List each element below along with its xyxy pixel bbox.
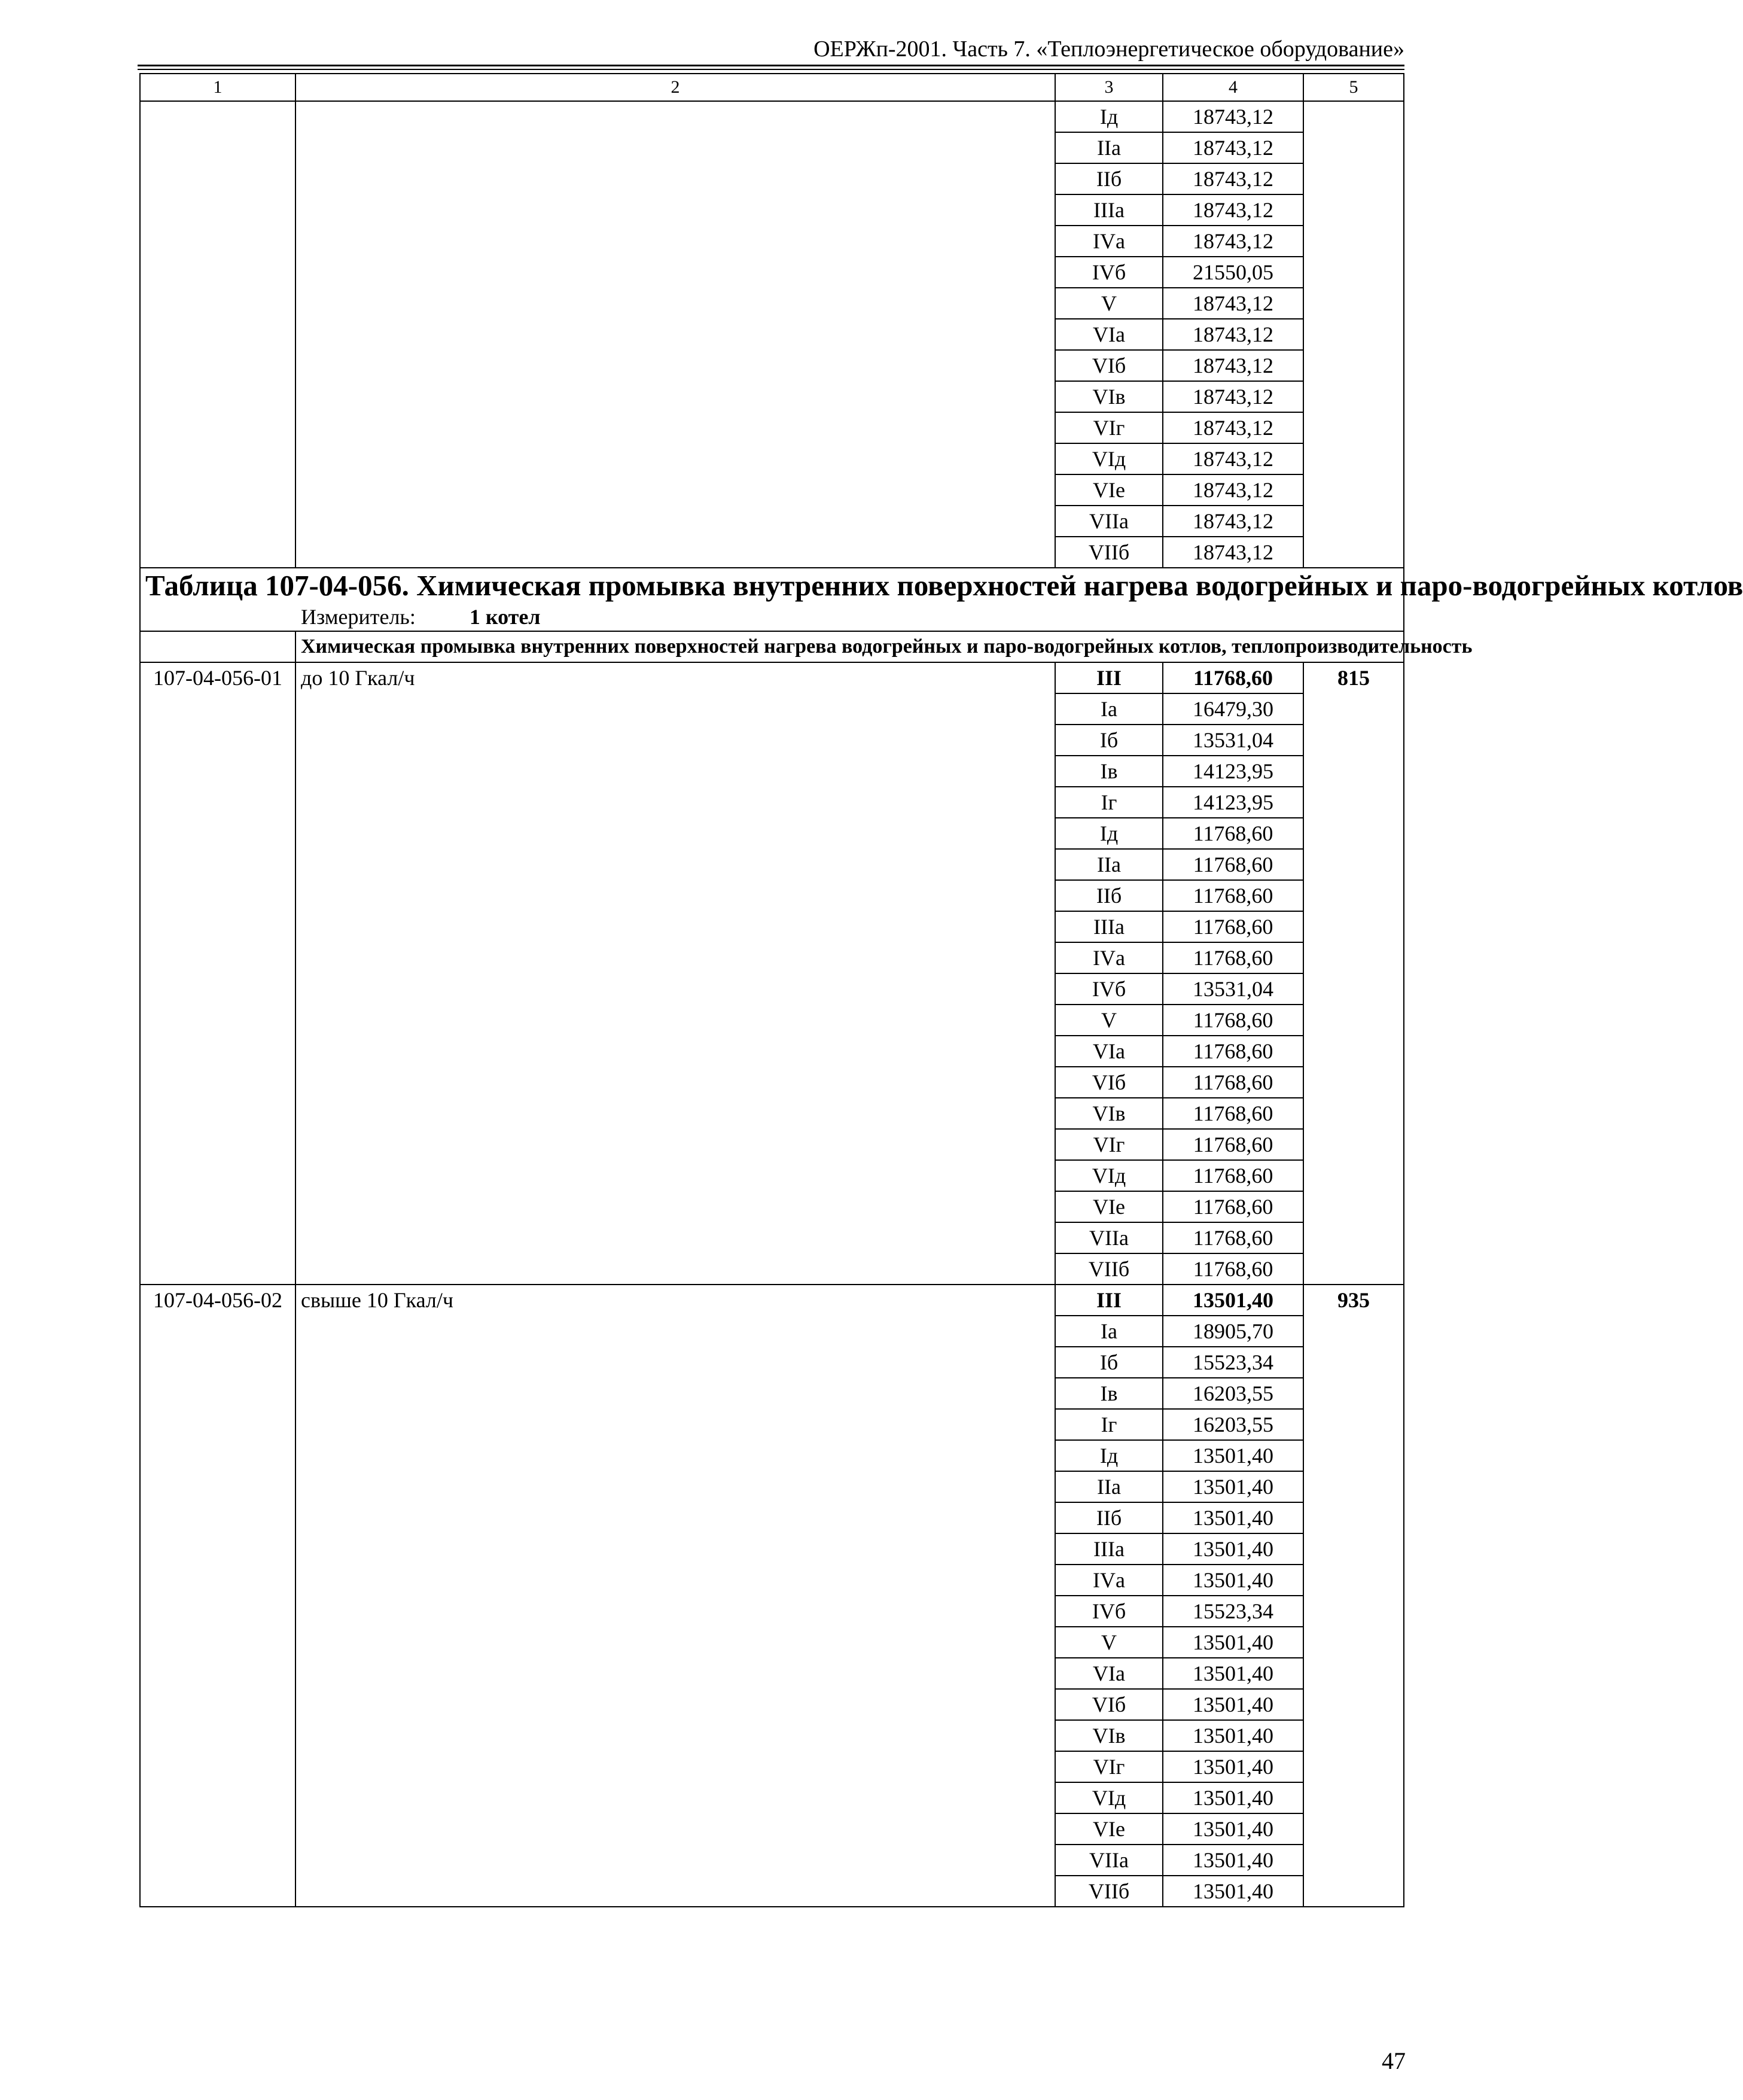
price-cell: 11768,60	[1163, 849, 1303, 880]
column-number: 5	[1303, 74, 1404, 101]
zone-cell: VIг	[1055, 1129, 1163, 1160]
code-cell: 107-04-056-01	[140, 662, 295, 1285]
zone-cell: VIв	[1055, 1098, 1163, 1129]
description-cell: до 10 Гкал/ч	[295, 662, 1055, 1285]
price-cell: 13501,40	[1163, 1285, 1303, 1316]
zone-cell: VIд	[1055, 443, 1163, 474]
zone-cell: V	[1055, 1005, 1163, 1036]
price-cell: 13501,40	[1163, 1502, 1303, 1533]
zone-cell: Iб	[1055, 725, 1163, 756]
price-cell: 13501,40	[1163, 1658, 1303, 1689]
zone-cell: IVа	[1055, 226, 1163, 257]
description-cell: свыше 10 Гкал/ч	[295, 1285, 1055, 1907]
section-heading: Химическая промывка внутренних поверхностей нагрева водогрейных и паро-водогрейных котлов, теплопроизводительность	[295, 631, 1404, 662]
total-cell: 935	[1303, 1285, 1404, 1907]
zone-cell: VIд	[1055, 1160, 1163, 1191]
price-cell: 13501,40	[1163, 1440, 1303, 1471]
price-cell: 13501,40	[1163, 1471, 1303, 1502]
price-cell: 11768,60	[1163, 1253, 1303, 1285]
zone-cell: VIв	[1055, 381, 1163, 412]
price-cell: 16203,55	[1163, 1378, 1303, 1409]
table-row	[140, 101, 1404, 132]
code-cell: 107-04-056-02	[140, 1285, 295, 1907]
price-cell: 18743,12	[1163, 132, 1303, 163]
running-header: ОЕРЖп-2001. Часть 7. «Теплоэнергетическое оборудование»	[138, 34, 1404, 66]
zone-cell: VIIа	[1055, 1222, 1163, 1253]
zone-cell: IIIа	[1055, 194, 1163, 226]
zone-cell: Iб	[1055, 1347, 1163, 1378]
zone-cell: VIг	[1055, 412, 1163, 443]
price-cell: 11768,60	[1163, 662, 1303, 693]
zone-cell: IIб	[1055, 880, 1163, 911]
zone-cell: VIа	[1055, 319, 1163, 350]
price-cell: 11768,60	[1163, 1160, 1303, 1191]
price-cell: 11768,60	[1163, 1191, 1303, 1222]
zone-cell: Iд	[1055, 101, 1163, 132]
price-cell: 11768,60	[1163, 818, 1303, 849]
zone-cell: Iа	[1055, 693, 1163, 725]
table-row	[140, 662, 1404, 693]
total-cell: 815	[1303, 662, 1404, 1285]
price-cell: 13501,40	[1163, 1751, 1303, 1782]
price-cell: 16203,55	[1163, 1409, 1303, 1440]
zone-cell: Iд	[1055, 1440, 1163, 1471]
zone-cell: VIIб	[1055, 1876, 1163, 1907]
price-cell: 11768,60	[1163, 1067, 1303, 1098]
price-cell: 18743,12	[1163, 101, 1303, 132]
section-blank-cell	[140, 631, 295, 662]
column-number-row	[140, 74, 1404, 101]
column-number: 3	[1055, 74, 1163, 101]
price-cell: 14123,95	[1163, 787, 1303, 818]
zone-cell: IIIа	[1055, 1533, 1163, 1565]
zone-cell: VIг	[1055, 1751, 1163, 1782]
price-cell: 15523,34	[1163, 1347, 1303, 1378]
price-cell: 13501,40	[1163, 1845, 1303, 1876]
zone-cell: Iд	[1055, 818, 1163, 849]
price-cell: 18743,12	[1163, 506, 1303, 537]
price-cell: 18743,12	[1163, 474, 1303, 506]
price-cell: 18743,12	[1163, 226, 1303, 257]
code-cell	[140, 101, 295, 568]
zone-cell: VIб	[1055, 1067, 1163, 1098]
measure-label: Измеритель:	[301, 605, 416, 629]
zone-cell: IVб	[1055, 257, 1163, 288]
price-cell: 13501,40	[1163, 1813, 1303, 1845]
price-cell: 13501,40	[1163, 1720, 1303, 1751]
zone-cell: Iа	[1055, 1316, 1163, 1347]
zone-cell: III	[1055, 1285, 1163, 1316]
price-cell: 18743,12	[1163, 288, 1303, 319]
zone-cell: V	[1055, 288, 1163, 319]
zone-cell: Iг	[1055, 787, 1163, 818]
measure-value: 1 котел	[469, 605, 541, 629]
zone-cell: IVа	[1055, 942, 1163, 973]
price-cell: 15523,34	[1163, 1596, 1303, 1627]
price-cell: 13501,40	[1163, 1782, 1303, 1813]
column-number: 4	[1163, 74, 1303, 101]
section-heading-row	[140, 631, 1404, 662]
column-number: 2	[295, 74, 1055, 101]
zone-cell: IIб	[1055, 163, 1163, 194]
zone-cell: VIа	[1055, 1036, 1163, 1067]
price-cell: 13531,04	[1163, 725, 1303, 756]
price-cell: 11768,60	[1163, 1098, 1303, 1129]
zone-cell: VIе	[1055, 474, 1163, 506]
price-cell: 18743,12	[1163, 381, 1303, 412]
description-cell	[295, 101, 1055, 568]
price-cell: 18743,12	[1163, 443, 1303, 474]
price-cell: 11768,60	[1163, 1129, 1303, 1160]
price-cell: 13501,40	[1163, 1689, 1303, 1720]
zone-cell: VIб	[1055, 1689, 1163, 1720]
price-table	[139, 73, 1743, 1907]
price-cell: 13501,40	[1163, 1533, 1303, 1565]
price-cell: 14123,95	[1163, 756, 1303, 787]
zone-cell: Iв	[1055, 1378, 1163, 1409]
total-cell	[1303, 101, 1404, 568]
zone-cell: V	[1055, 1627, 1163, 1658]
zone-cell: VIв	[1055, 1720, 1163, 1751]
price-cell: 18743,12	[1163, 412, 1303, 443]
price-cell: 11768,60	[1163, 942, 1303, 973]
table-row	[140, 1285, 1404, 1316]
zone-cell: IVа	[1055, 1565, 1163, 1596]
zone-cell: VIб	[1055, 350, 1163, 381]
zone-cell: IIа	[1055, 849, 1163, 880]
zone-cell: Iв	[1055, 756, 1163, 787]
zone-cell: Iг	[1055, 1409, 1163, 1440]
zone-cell: III	[1055, 662, 1163, 693]
zone-cell: IVб	[1055, 973, 1163, 1005]
table-title-cell	[140, 568, 1743, 631]
measure	[301, 603, 1398, 631]
price-cell: 18743,12	[1163, 194, 1303, 226]
zone-cell: IIIа	[1055, 911, 1163, 942]
zone-cell: VIе	[1055, 1191, 1163, 1222]
price-cell: 11768,60	[1163, 880, 1303, 911]
price-cell: 18743,12	[1163, 319, 1303, 350]
zone-cell: IIа	[1055, 132, 1163, 163]
zone-cell: VIIб	[1055, 1253, 1163, 1285]
price-cell: 11768,60	[1163, 1222, 1303, 1253]
table-title-row	[140, 568, 1404, 631]
price-cell: 18743,12	[1163, 163, 1303, 194]
zone-cell: VIд	[1055, 1782, 1163, 1813]
zone-cell: VIе	[1055, 1813, 1163, 1845]
price-cell: 11768,60	[1163, 1005, 1303, 1036]
price-cell: 13501,40	[1163, 1876, 1303, 1907]
price-cell: 13501,40	[1163, 1565, 1303, 1596]
page-number: 47	[1382, 2047, 1406, 2074]
zone-cell: IIа	[1055, 1471, 1163, 1502]
price-cell: 13531,04	[1163, 973, 1303, 1005]
price-cell: 18743,12	[1163, 350, 1303, 381]
zone-cell: VIIа	[1055, 1845, 1163, 1876]
price-cell: 21550,05	[1163, 257, 1303, 288]
price-cell: 16479,30	[1163, 693, 1303, 725]
price-cell: 13501,40	[1163, 1627, 1303, 1658]
price-cell: 11768,60	[1163, 911, 1303, 942]
table-title: Таблица 107-04-056. Химическая промывка внутренних поверхностей нагрева водогрейных и паро-водогрейных котлов	[145, 569, 1743, 602]
column-number: 1	[140, 74, 295, 101]
price-cell: 11768,60	[1163, 1036, 1303, 1067]
price-cell: 18743,12	[1163, 537, 1303, 568]
zone-cell: VIа	[1055, 1658, 1163, 1689]
zone-cell: IIб	[1055, 1502, 1163, 1533]
zone-cell: VIIб	[1055, 537, 1163, 568]
zone-cell: VIIа	[1055, 506, 1163, 537]
price-cell: 18905,70	[1163, 1316, 1303, 1347]
zone-cell: IVб	[1055, 1596, 1163, 1627]
